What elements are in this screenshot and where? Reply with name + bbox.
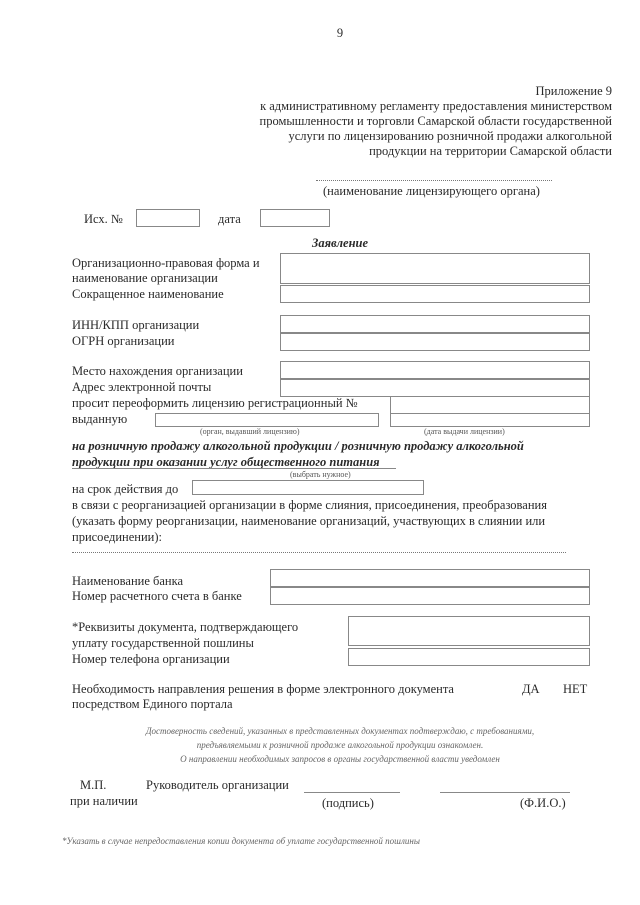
issuer-caption: (орган, выдавший лицензию): [200, 427, 300, 436]
issuing-authority-field[interactable]: [155, 413, 379, 427]
email-label: Адрес электронной почты: [72, 380, 212, 394]
electronic-yes-option[interactable]: ДА: [522, 682, 540, 696]
signature-caption: (подпись): [322, 796, 374, 810]
license-type-line-1: на розничную продажу алкогольной продукции / розничную продажу алкогольной: [72, 439, 524, 453]
stamp-label: М.П.: [80, 778, 107, 792]
head-of-org-label: Руководитель организации: [146, 778, 289, 792]
electronic-decision-line-2: посредством Единого портала: [72, 697, 233, 711]
header-line-4: услуги по лицензированию розничной продажи алкогольной: [288, 129, 612, 143]
validity-field[interactable]: [192, 480, 424, 495]
org-form-label-2: наименование организации: [72, 271, 218, 285]
ogrn-label: ОГРН организации: [72, 334, 175, 348]
short-name-label: Сокращенное наименование: [72, 287, 224, 301]
issue-date-caption: (дата выдачи лицензии): [424, 427, 505, 436]
issued-label: выданную: [72, 412, 128, 426]
issue-date-field[interactable]: [390, 413, 590, 427]
bank-name-field[interactable]: [270, 569, 590, 587]
reissue-request-label: просит переоформить лицензию регистрационный №: [72, 396, 358, 410]
reorg-line-1: в связи с реорганизацией организации в форме слияния, присоединения, преобразования: [72, 498, 547, 512]
payment-label-2: уплату государственной пошлины: [72, 636, 254, 650]
validity-label: на срок действия до: [72, 482, 179, 496]
footnote: *Указать в случае непредоставления копии документа об уплате государственной пошлины: [62, 836, 420, 846]
electronic-no-option[interactable]: НЕТ: [563, 682, 588, 696]
license-number-field[interactable]: [390, 396, 590, 414]
location-field[interactable]: [280, 361, 590, 379]
license-type-caption: (выбрать нужное): [290, 470, 351, 479]
disclaimer-line-2: предъявляемыми к розничной продаже алкогольной продукции ознакомлен.: [196, 740, 484, 750]
short-name-field[interactable]: [280, 285, 590, 303]
bank-name-label: Наименование банка: [72, 574, 184, 588]
org-name-field[interactable]: [280, 253, 590, 284]
payment-label-1: *Реквизиты документа, подтверждающего: [72, 620, 299, 634]
stamp-if-any-label: при наличии: [70, 794, 138, 808]
page-number: 9: [336, 26, 344, 40]
electronic-decision-line-1: Необходимость направления решения в форме электронного документа: [72, 682, 454, 696]
disclaimer-line-1: Достоверность сведений, указанных в представленных документах подтверждаю, с требованиями,: [145, 726, 535, 736]
header-line-2: к административному регламенту предоставления министерством: [260, 99, 612, 113]
full-name-line[interactable]: [440, 792, 570, 793]
reorg-line-3: присоединении):: [72, 530, 162, 544]
payment-details-field[interactable]: [348, 616, 590, 646]
signature-line[interactable]: [304, 792, 400, 793]
outgoing-number-field[interactable]: [136, 209, 200, 227]
inn-kpp-label: ИНН/КПП организации: [72, 318, 200, 332]
license-type-underline: [72, 468, 396, 469]
org-form-label-1: Организационно-правовая форма и: [72, 256, 260, 270]
inn-kpp-field[interactable]: [280, 315, 590, 333]
reorg-details-line[interactable]: [72, 552, 566, 553]
disclaimer-line-3: О направлении необходимых запросов в органы государственной власти уведомлен: [180, 754, 500, 764]
email-field[interactable]: [280, 379, 590, 397]
bank-account-label: Номер расчетного счета в банке: [72, 589, 242, 603]
phone-label: Номер телефона организации: [72, 652, 230, 666]
date-field[interactable]: [260, 209, 330, 227]
bank-account-field[interactable]: [270, 587, 590, 605]
document-title: Заявление: [311, 236, 369, 250]
licensing-authority-caption: (наименование лицензирующего органа): [323, 184, 540, 198]
header-line-3: промышленности и торговли Самарской области государственной: [259, 114, 612, 128]
date-label: дата: [218, 212, 241, 226]
location-label: Место нахождения организации: [72, 364, 243, 378]
reorg-line-2: (указать форму реорганизации, наименование организаций, участвующих в слиянии или: [72, 514, 546, 528]
header-line-1: Приложение 9: [535, 84, 612, 98]
licensing-authority-line[interactable]: [316, 180, 552, 181]
full-name-caption: (Ф.И.О.): [520, 796, 566, 810]
outgoing-number-label: Исх. №: [84, 212, 123, 226]
ogrn-field[interactable]: [280, 333, 590, 351]
header-line-5: продукции на территории Самарской области: [369, 144, 612, 158]
license-type-line-2: продукции при оказании услуг общественного питания: [72, 455, 380, 469]
phone-field[interactable]: [348, 648, 590, 666]
